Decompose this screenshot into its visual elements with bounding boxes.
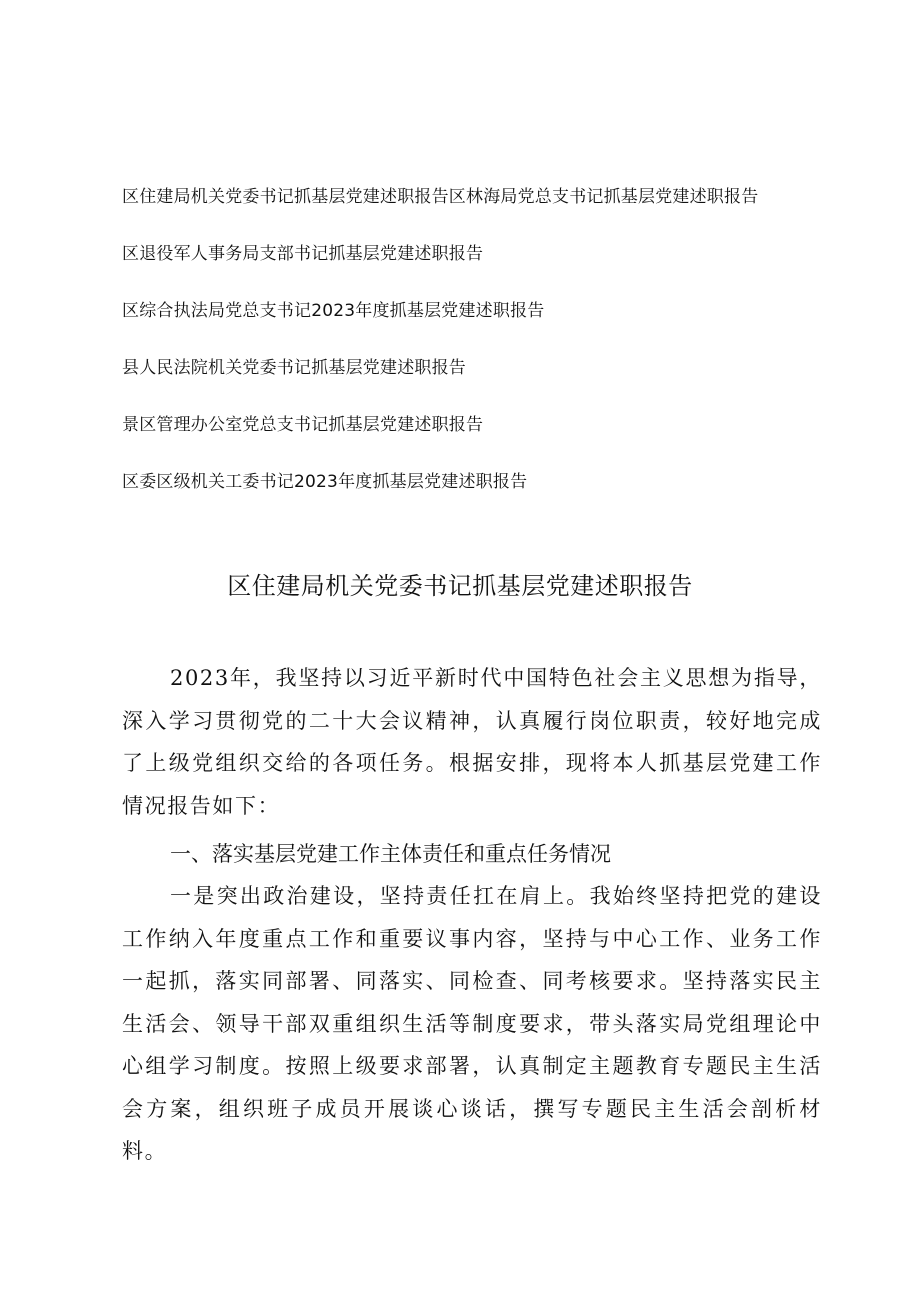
intro-paragraph: 2023年，我坚持以习近平新时代中国特色社会主义思想为指导，深入学习贯彻党的二十大会议精神，认真履行岗位职责，较好地完成了上级党组织交给的各项任务。根据安排，现将本人抓基层党建工作情况报告如下： (122, 666, 822, 818)
section-heading: 一、落实基层党建工作主体责任和重点任务情况 (170, 842, 611, 866)
body-paragraph: 一是突出政治建设，坚持责任扛在肩上。我始终坚持把党的建设工作纳入年度重点工作和重要议事内容，坚持与中心工作、业务工作一起抓，落实同部署、同落实、同检查、同考核要求。坚持落实民主生活会、领导干部双重组织生活等制度要求，带头落实局党组理论中心组学习制度。按照上级要求部署，认真制定主题教育专题民主生活会方案，组织班子成员开展谈心谈话，撰写专题民主生活会剖析材料。 (122, 884, 822, 1163)
toc-item: 区退役军人事务局支部书记抓基层党建述职报告 (122, 244, 484, 264)
toc-item: 区综合执法局党总支书记2023年度抓基层党建述职报告 (122, 301, 545, 321)
toc-item: 区住建局机关党委书记抓基层党建述职报告区林海局党总支书记抓基层党建述职报告 (122, 187, 759, 207)
toc-item: 景区管理办公室党总支书记抓基层党建述职报告 (122, 415, 484, 435)
toc-item: 区委区级机关工委书记2023年度抓基层党建述职报告 (122, 472, 528, 492)
document-title: 区住建局机关党委书记抓基层党建述职报告 (227, 572, 693, 600)
toc-item: 县人民法院机关党委书记抓基层党建述职报告 (122, 358, 466, 378)
table-of-contents (122, 183, 822, 525)
